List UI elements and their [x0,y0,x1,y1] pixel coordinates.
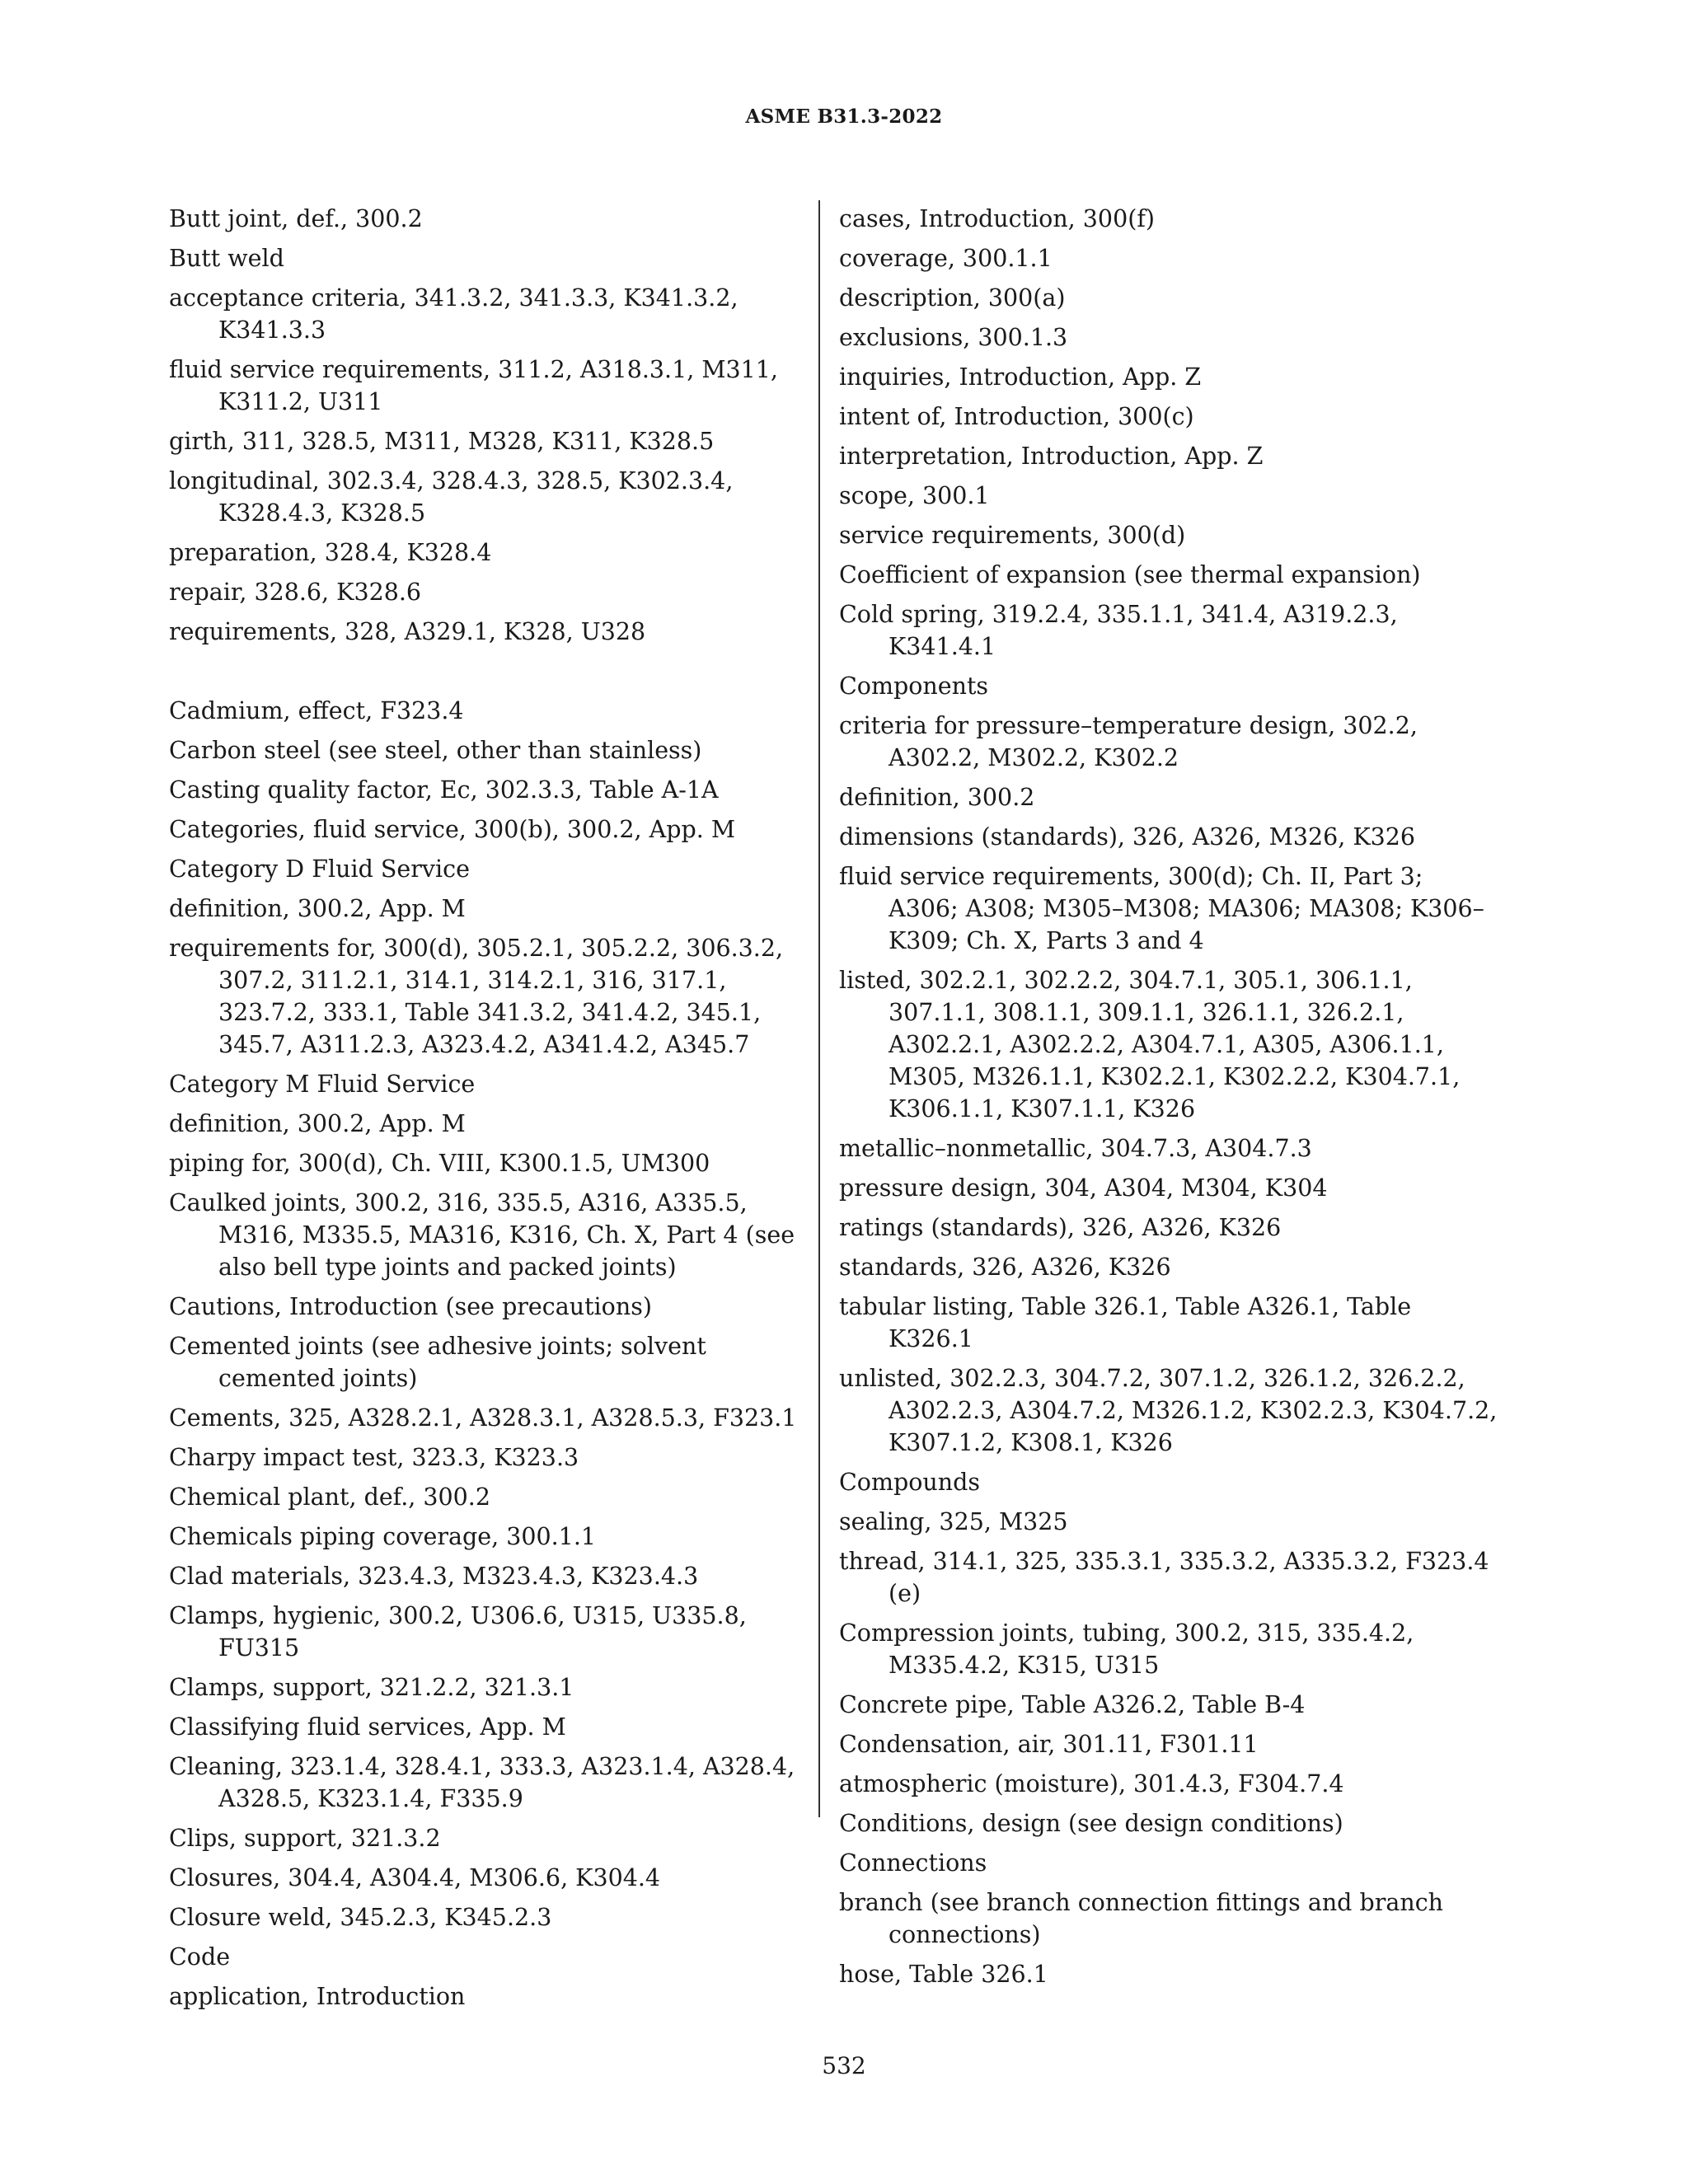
index-entry: Caulked joints, 300.2, 316, 335.5, A316, A335.5, M316, M335.5, MA316, K316, Ch. X, Part 4 (see also bell type joints and packed joints) [169,1189,795,1281]
index-subentry: piping for, 300(d), Ch. VIII, K300.1.5, UM300 [169,1150,710,1177]
index-subentry: unlisted, 302.2.3, 304.7.2, 307.1.2, 326.1.2, 326.2.2, A302.2.3, A304.7.2, M326.1.2, K302.2.3, K304.7.2, K307.1.2, K308.1, K326 [839,1365,1498,1456]
index-subentry: listed, 302.2.1, 302.2.2, 304.7.1, 305.1, 306.1.1, 307.1.1, 308.1.1, 309.1.1, 326.1.1, 326.2.1, A302.2.1, A302.2.2, A304.7.1, A305, A306.1.1, M305, M326.1.1, K302.2.1, K302.2.2, K304.7.1, K306.1.1, K307.1.1, K326 [839,967,1461,1122]
index-subentry: thread, 314.1, 325, 335.3.1, 335.3.2, A335.3.2, F323.4 (e) [839,1548,1489,1607]
index-subentry: requirements, 328, A329.1, K328, U328 [169,618,646,645]
index-subentry: definition, 300.2, App. M [169,1110,466,1137]
index-subentry: coverage, 300.1.1 [839,245,1053,272]
index-column-right [839,203,1498,1998]
index-entry: Butt joint, def., 300.2 [169,205,423,232]
index-entry: Code [169,1943,231,1971]
index-entry: Cements, 325, A328.2.1, A328.3.1, A328.5.3, F323.1 [169,1404,797,1432]
index-column-left [169,203,820,2020]
index-subentry: atmospheric (moisture), 301.4.3, F304.7.4 [839,1770,1344,1797]
index-entry: Condensation, air, 301.11, F301.11 [839,1731,1259,1758]
index-entry: Coefficient of expansion (see thermal expansion) [839,561,1421,588]
index-subentry: criteria for pressure–temperature design, 302.2, A302.2, M302.2, K302.2 [839,712,1418,771]
index-subentry: sealing, 325, M325 [839,1508,1068,1535]
index-entry: Chemical plant, def., 300.2 [169,1483,490,1511]
index-subentry: interpretation, Introduction, App. Z [839,443,1264,470]
index-subentry: longitudinal, 302.3.4, 328.4.3, 328.5, K302.3.4, K328.4.3, K328.5 [169,467,734,527]
running-head: ASME B31.3-2022 [745,105,943,128]
index-subentry: definition, 300.2 [839,784,1035,811]
index-entry: Casting quality factor, Ec, 302.3.3, Table A-1A [169,776,719,804]
index-subentry: cases, Introduction, 300(f) [839,205,1155,232]
index-subentry: fluid service requirements, 300(d); Ch. II, Part 3; A306; A308; M305–M308; MA306; MA308; K306–K309; Ch. X, Parts 3 and 4 [839,863,1484,954]
index-subentry: dimensions (standards), 326, A326, M326, K326 [839,823,1416,851]
index-entry: Clamps, hygienic, 300.2, U306.6, U315, U335.8, FU315 [169,1602,747,1661]
index-entry: Butt weld [169,245,284,272]
index-entry: Carbon steel (see steel, other than stainless) [169,737,702,764]
index-subentry: girth, 311, 328.5, M311, M328, K311, K328.5 [169,428,715,455]
index-subentry: scope, 300.1 [839,482,990,509]
index-entry: Cleaning, 323.1.4, 328.4.1, 333.3, A323.1.4, A328.4, A328.5, K323.1.4, F335.9 [169,1753,795,1812]
index-entry: Cemented joints (see adhesive joints; solvent cemented joints) [169,1333,706,1392]
index-entry: Classifying fluid services, App. M [169,1713,566,1741]
index-entry: Cautions, Introduction (see precautions) [169,1293,652,1320]
index-subentry: application, Introduction [169,1983,466,2010]
index-subentry: pressure design, 304, A304, M304, K304 [839,1174,1328,1202]
section-gap [169,655,820,695]
index-subentry: intent of, Introduction, 300(c) [839,403,1194,430]
index-subentry: description, 300(a) [839,284,1066,312]
index-subentry: metallic–nonmetallic, 304.7.3, A304.7.3 [839,1135,1312,1162]
column-divider [818,200,820,1817]
index-entry: Category D Fluid Service [169,855,470,883]
index-entry: Components [839,673,989,700]
index-subentry: tabular listing, Table 326.1, Table A326.1, Table K326.1 [839,1293,1412,1352]
index-subentry: fluid service requirements, 311.2, A318.3.1, M311, K311.2, U311 [169,356,778,415]
index-entry: Cadmium, effect, F323.4 [169,697,464,724]
index-entry: Closure weld, 345.2.3, K345.2.3 [169,1904,552,1931]
index-subentry: preparation, 328.4, K328.4 [169,539,492,566]
index-entry: Compression joints, tubing, 300.2, 315, 335.4.2, M335.4.2, K315, U315 [839,1619,1414,1679]
page-number: 532 [822,2052,866,2079]
index-entry: Conditions, design (see design conditions) [839,1810,1343,1837]
index-subentry: hose, Table 326.1 [839,1961,1048,1988]
index-subentry: standards, 326, A326, K326 [839,1254,1171,1281]
index-subentry: branch (see branch connection fittings and branch connections) [839,1889,1444,1948]
index-entry: Chemicals piping coverage, 300.1.1 [169,1523,597,1550]
index-entry: Clamps, support, 321.2.2, 321.3.1 [169,1674,574,1701]
index-entry: Cold spring, 319.2.4, 335.1.1, 341.4, A319.2.3, K341.4.1 [839,601,1398,660]
index-entry: Concrete pipe, Table A326.2, Table B-4 [839,1691,1306,1718]
index-entry: Clips, support, 321.3.2 [169,1825,441,1852]
index-entry: Category M Fluid Service [169,1071,476,1098]
index-subentry: requirements for, 300(d), 305.2.1, 305.2.2, 306.3.2, 307.2, 311.2.1, 314.1, 314.2.1, 316, 317.1, 323.7.2, 333.1, Table 341.3.2, 341.4.2, 345.1, 345.7, A311.2.3, A323.4.2, A341.4.2, A345.7 [169,935,784,1058]
index-subentry: repair, 328.6, K328.6 [169,579,422,606]
index-entry: Categories, fluid service, 300(b), 300.2, App. M [169,816,736,843]
index-entry: Clad materials, 323.4.3, M323.4.3, K323.4.3 [169,1563,699,1590]
index-subentry: exclusions, 300.1.3 [839,324,1068,351]
index-subentry: ratings (standards), 326, A326, K326 [839,1214,1282,1241]
index-subentry: definition, 300.2, App. M [169,895,466,922]
index-subentry: acceptance criteria, 341.3.2, 341.3.3, K341.3.2, K341.3.3 [169,284,738,344]
index-subentry: service requirements, 300(d) [839,522,1186,549]
index-subentry: inquiries, Introduction, App. Z [839,363,1202,391]
index-entry: Compounds [839,1469,980,1496]
index-entry: Charpy impact test, 323.3, K323.3 [169,1444,579,1471]
index-entry: Connections [839,1849,987,1877]
index-entry: Closures, 304.4, A304.4, M306.6, K304.4 [169,1864,661,1891]
